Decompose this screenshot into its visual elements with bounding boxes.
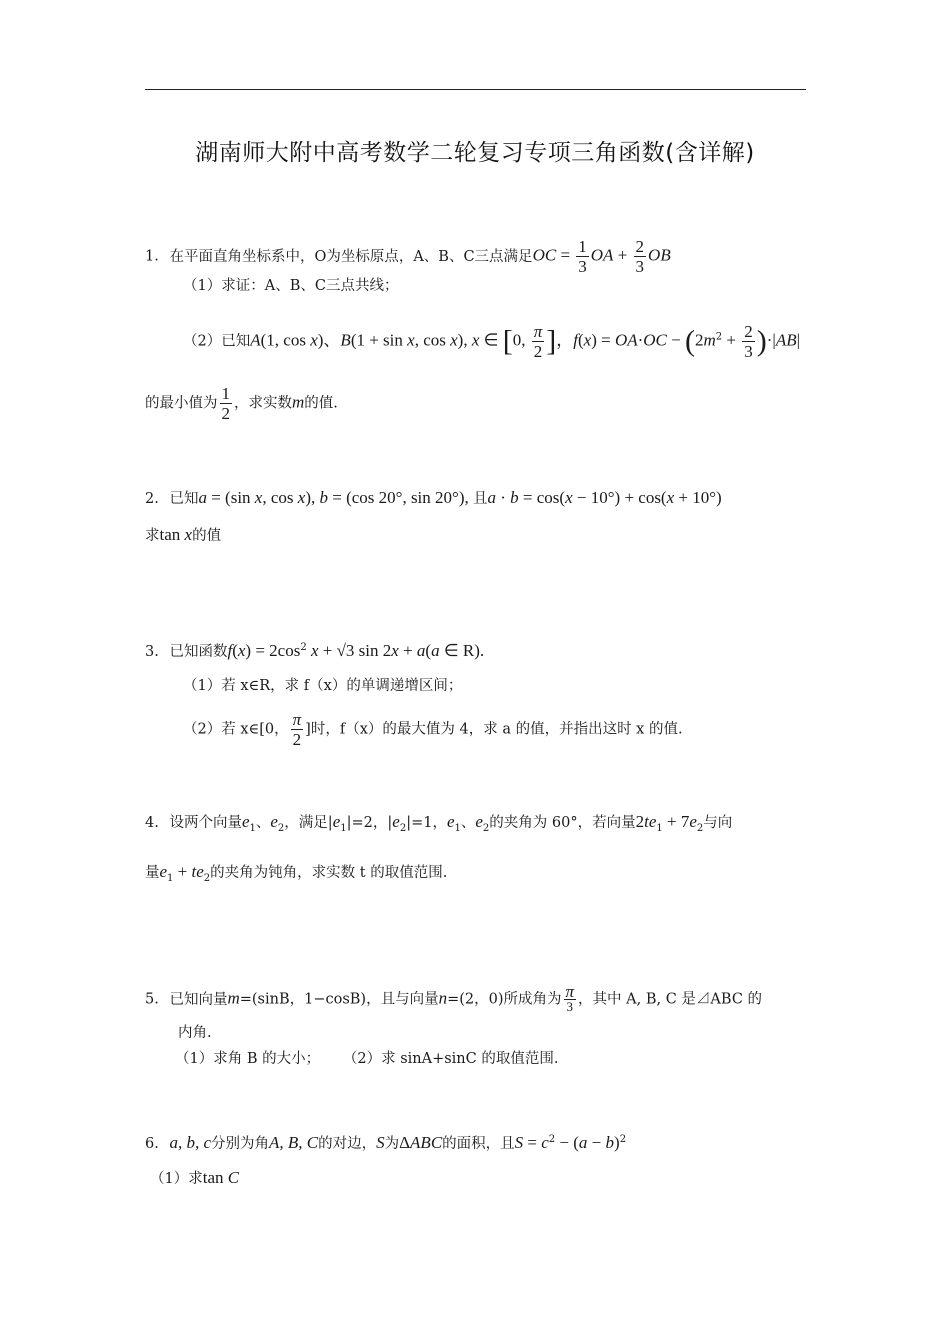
q4-line-1-a: 设两个向量 <box>169 815 242 831</box>
q1-part-1: （1）求证：A、B、C三点共线； <box>183 278 399 294</box>
q3-part-2-b: ]时，f（x）的最大值为 4，求 a 的值，并指出这时 x 的值. <box>305 721 683 738</box>
q5-line-3-a: （1）求角 B 的大小； <box>175 1051 321 1067</box>
q5-a: 已知向量 <box>169 991 228 1008</box>
q3-line-1: 3. 已知函数$f(x) = 2\cos^2$ x + √3 sin 2x + a(a ∈ R). <box>145 640 485 660</box>
q3-part-2-a: （2）若 x∈[0， <box>183 721 289 738</box>
q5-line-1: 5. 已知向量m=(sinB，1−cosB)，且与向量n=(2，0)所成角为 $\frac{\pi}{3}$ ，其中 A, B, C 是⊿ABC 的 <box>145 982 763 1014</box>
q1-part-2-prefix: （2）已知 <box>183 333 251 350</box>
q2-line-2 <box>145 525 221 546</box>
q1-tail-text: 的最小值为 <box>145 395 218 412</box>
q6-line-2-a: （1）求 <box>150 1171 203 1187</box>
q2-number: 2. <box>145 491 159 507</box>
q6-line-1: 6. a, b, c分别为角A, B, C的对边，S为ΔABC的面积，且$S = c^2 - (a - b)^2$ <box>145 1132 627 1152</box>
q4-line-1: 4. 设两个向量$e_1$、$e_2$，满足$|e_1|=2$，$|e_2|=1$，$e_1$、$e_2$的夹角为 60°，若向量$2te_1 + 7e_2$与向 <box>145 812 733 834</box>
q3-part-1: （1）若 x∈R，求 f（x）的单调递增区间； <box>183 678 463 694</box>
q3-number: 3. <box>145 643 159 660</box>
q5-c: =(2，0)所成角为 <box>447 991 562 1008</box>
q5-b: =(sinB，1−cosB)，且与向量 <box>239 991 439 1008</box>
q1-pi-frac: $\frac{\pi}{2}$ <box>533 322 543 361</box>
q2-line-1: 2. 已知a = (sin x, cos x), b = (cos 20°, sin 20°), 且a · b = cos(x − 10°) + cos(x + 10°) <box>145 488 722 507</box>
q1-frac-2: $\frac{2}{3}$ <box>635 237 645 276</box>
q2-line-2-a: 求 <box>145 528 160 544</box>
top-rule <box>145 89 806 90</box>
q6-number: 6. <box>145 1135 159 1152</box>
q1-tail-var: m <box>292 392 305 412</box>
q1-tail-text-3: 的值. <box>304 395 338 412</box>
q2-prefix: 已知 <box>169 491 199 507</box>
q1-tail <box>145 384 338 423</box>
q2-line-2-c: x <box>184 525 193 544</box>
q2-mid: 且 <box>473 491 488 507</box>
q6-d: 的面积，且 <box>442 1135 515 1152</box>
q6-line-2-b: tan <box>202 1168 224 1187</box>
q4-line-1-c: 的夹角为 60°，若向量 <box>489 815 636 831</box>
q3-prefix: 已知函数 <box>169 643 228 660</box>
q4-line-1-b: 满足 <box>298 815 328 831</box>
q5-d: ，其中 A, B, C 是⊿ABC 的 <box>578 991 763 1008</box>
q1-stem: 在平面直角坐标系中，O为坐标原点，A、B、C三点满足 <box>169 248 533 265</box>
q1-number: 1. <box>145 248 159 265</box>
q1-frac-1: $\frac{1}{3}$ <box>578 237 587 276</box>
q3-pi-frac: $\frac{\pi}{2}$ <box>292 710 302 749</box>
q6-b: 的对边， <box>318 1135 377 1152</box>
q6-line-2: （1）求tan C <box>150 1168 240 1187</box>
q5-number: 5. <box>145 991 159 1008</box>
q5-pi-frac: $\frac{\pi}{3}$ <box>565 982 575 1014</box>
q4-line-2-b: 的夹角为钝角，求实数 t 的取值范围. <box>210 865 448 881</box>
q1-tail-text-2: ，求实数 <box>234 395 292 412</box>
q4-line-2-a: 量 <box>145 865 160 881</box>
q1-frac-3: $\frac{2}{3}$ <box>744 322 753 361</box>
q5-line-3 <box>175 1049 558 1069</box>
q1-line-1: 1. 在平面直角坐标系中，O为坐标原点，A、B、C三点满足OC = $\frac{1}{3}$ OA + $\frac{2}{3}$ OB <box>145 237 671 276</box>
q3-part-2 <box>183 710 683 749</box>
q4-number: 4. <box>145 815 159 831</box>
q1-part-2: （2）已知A(1, cos x)、B(1 + sin x, cos x), x ∈ [0, $\frac{\pi}{2}$ ]，$f(x) = OA\cdot OC - (2m^2$ + $\frac{2}{3}$ )·|AB| <box>183 322 801 361</box>
q4-line-1-d: 与向 <box>703 815 733 831</box>
q5-line-2: 内角. <box>178 1025 212 1041</box>
q1-eq: OC <box>532 245 557 265</box>
q6-a: 分别为角 <box>211 1135 269 1152</box>
q6-c: 为 <box>384 1135 400 1152</box>
q2-line-2-b: tan <box>159 525 181 544</box>
q4-line-2: 量$e_1 + te_2$的夹角为钝角，求实数 t 的取值范围. <box>145 862 448 884</box>
q1-half: $\frac{1}{2}$ <box>221 384 230 423</box>
q5-line-3-b: （2）求 sinA+sinC 的取值范围. <box>350 1051 559 1067</box>
q2-line-2-d: 的值 <box>192 528 222 544</box>
page-title: 湖南师大附中高考数学二轮复习专项三角函数(含详解) <box>195 140 755 166</box>
